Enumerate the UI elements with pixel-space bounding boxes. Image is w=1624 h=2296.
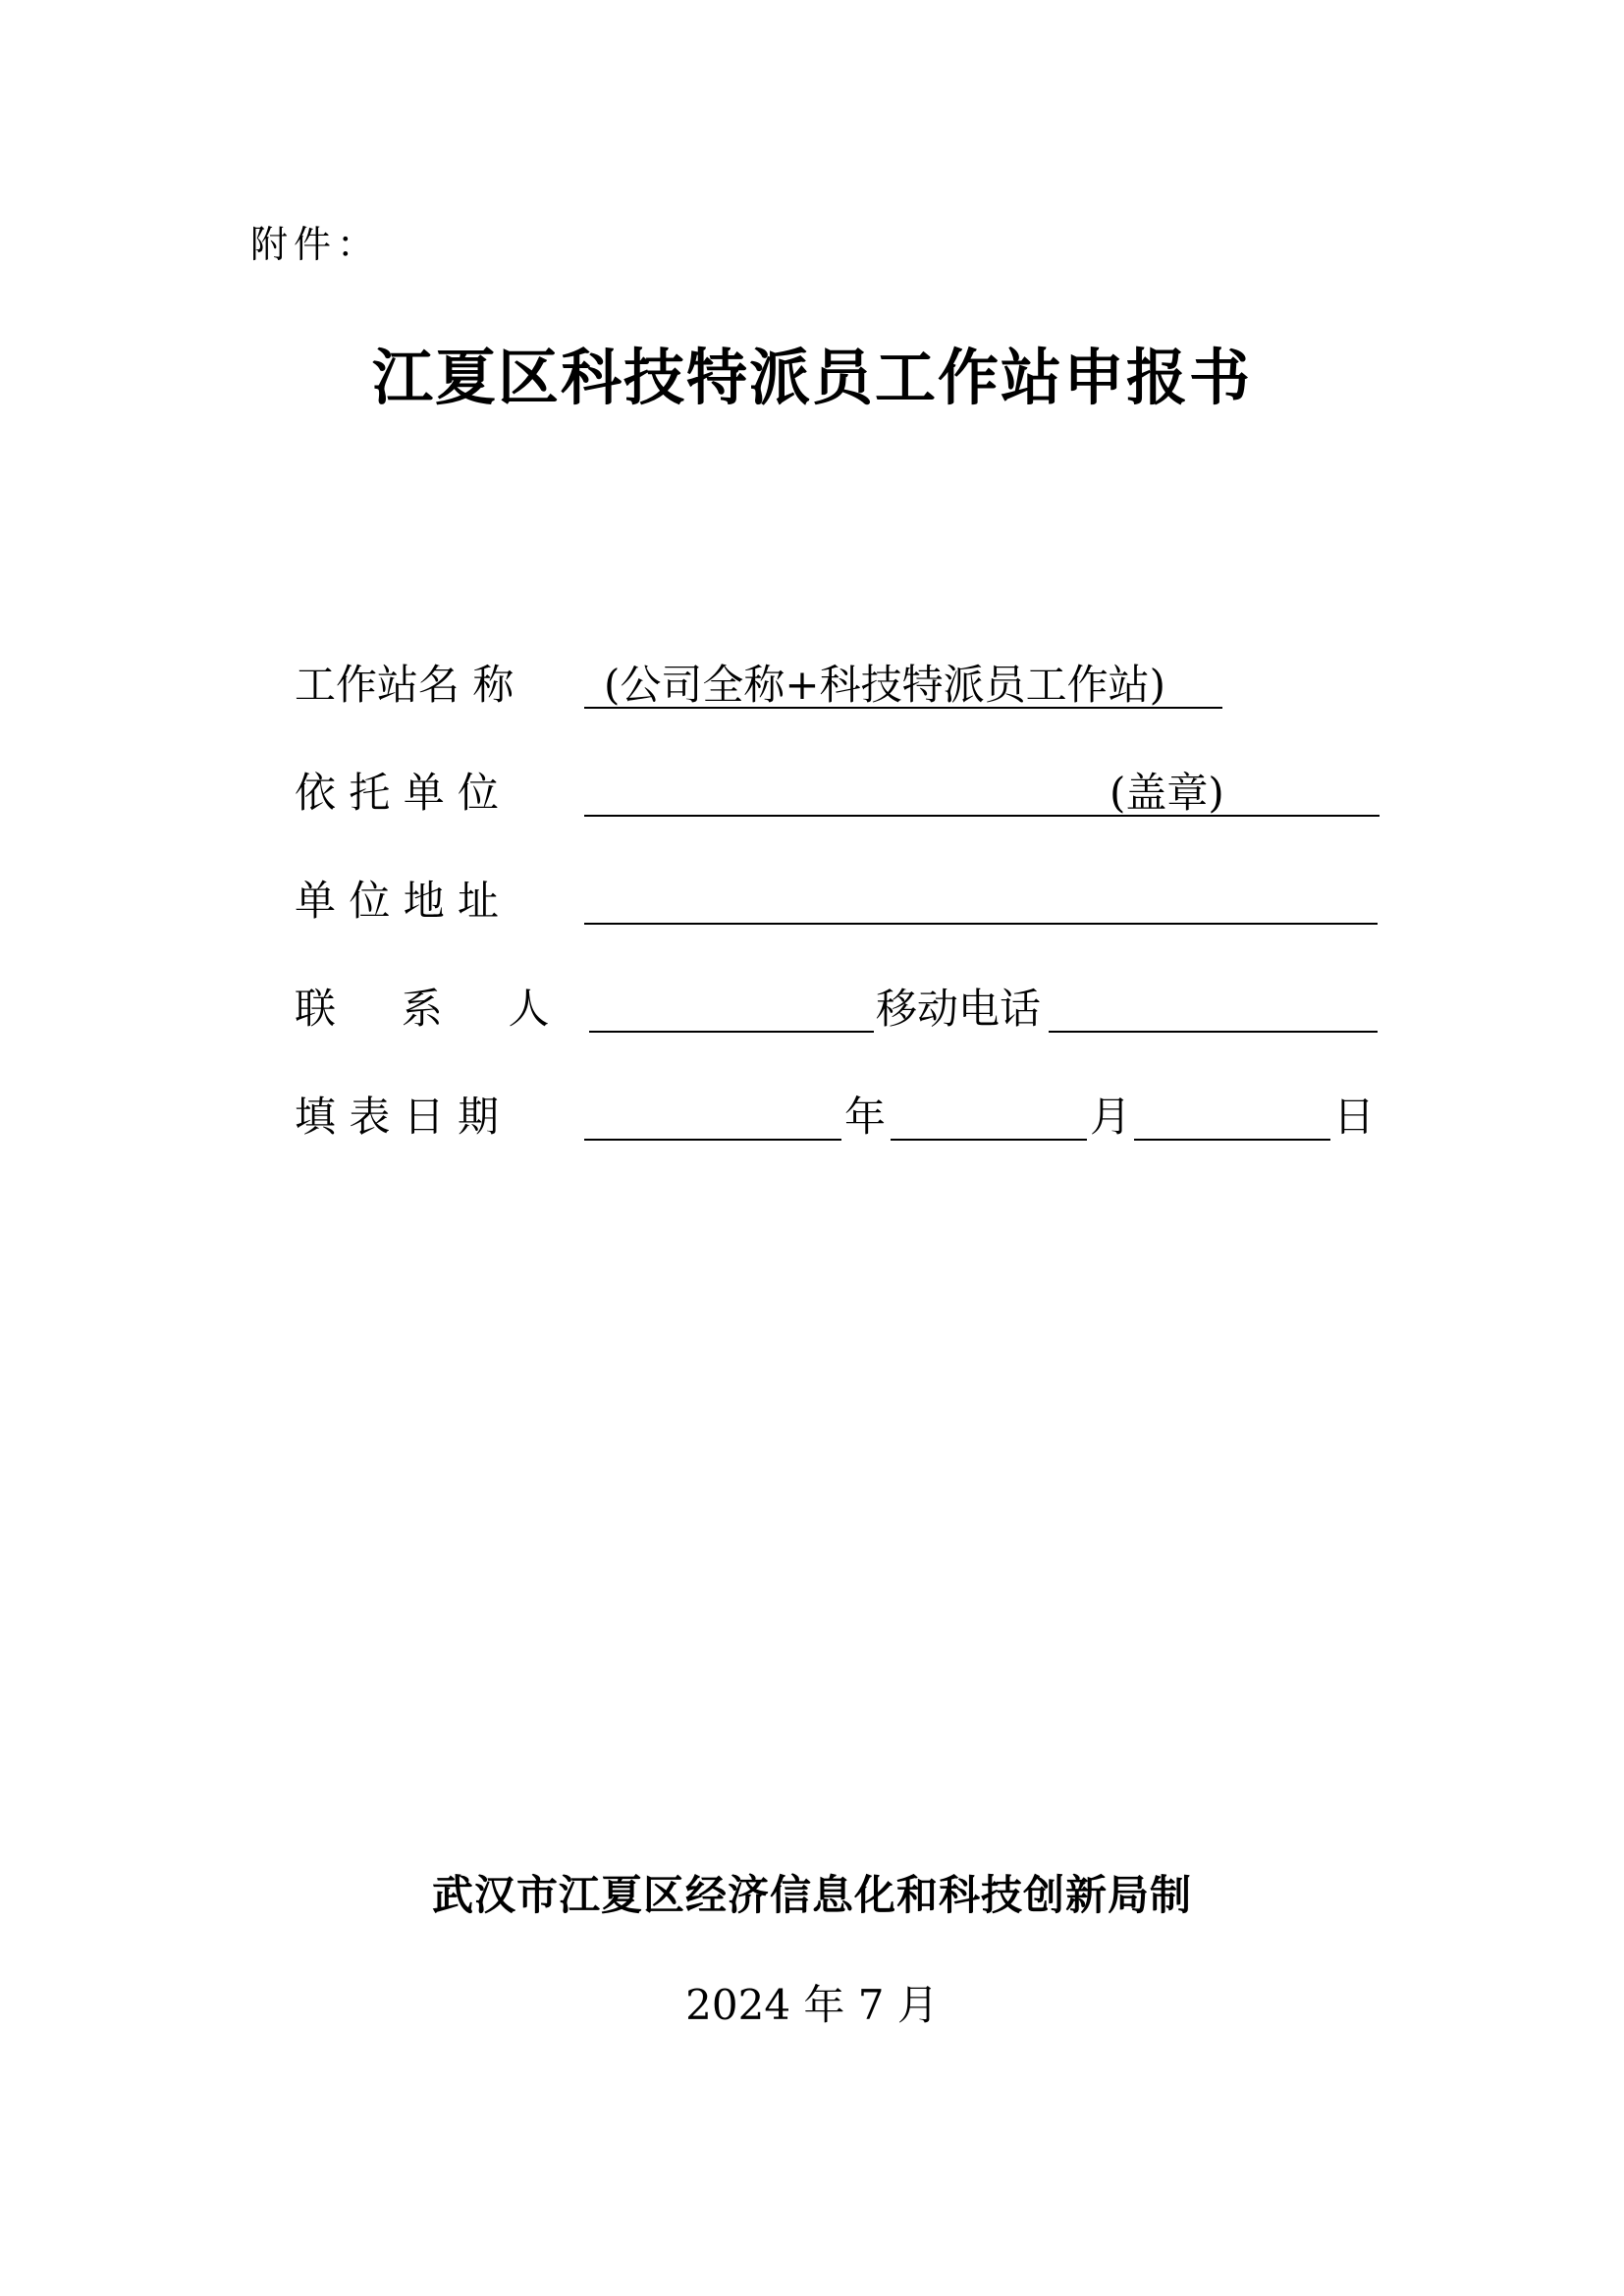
unit-address-field[interactable]: [584, 923, 1378, 925]
contact-label: 联 系 人: [295, 985, 550, 1033]
phone-label: 移动电话: [876, 985, 1042, 1033]
station-name-label: 工作站名 称: [295, 661, 514, 709]
host-unit-label: 依 托 单 位: [295, 769, 500, 817]
attachment-label: 附件：: [250, 223, 381, 266]
seal-note: (盖章): [1110, 769, 1224, 817]
unit-address-label: 单 位 地 址: [295, 877, 500, 925]
issuer: 武汉市江夏区经济信息化和科技创新局制: [431, 1871, 1192, 1919]
issue-date: 2024 年 7 月: [685, 1981, 939, 2029]
form-row-contact: [295, 980, 1384, 1039]
form-row-station-name: [295, 656, 1384, 715]
year-field[interactable]: [584, 1139, 841, 1141]
month-label: 月: [1090, 1093, 1132, 1141]
day-field[interactable]: [1134, 1139, 1330, 1141]
form-row-host-unit: [295, 764, 1384, 823]
station-name-value[interactable]: (公司全称+科技特派员工作站): [604, 661, 1165, 709]
form-row-fill-date: [295, 1088, 1384, 1147]
fill-date-label: 填 表 日 期: [295, 1093, 500, 1141]
day-label: 日: [1333, 1093, 1376, 1141]
host-unit-field[interactable]: [584, 815, 1380, 817]
month-field[interactable]: [891, 1139, 1087, 1141]
year-label: 年: [844, 1093, 887, 1141]
contact-field[interactable]: [589, 1031, 874, 1033]
form-row-unit-address: [295, 872, 1384, 931]
document-title: 江夏区科技特派员工作站申报书: [371, 342, 1252, 413]
phone-field[interactable]: [1049, 1031, 1378, 1033]
